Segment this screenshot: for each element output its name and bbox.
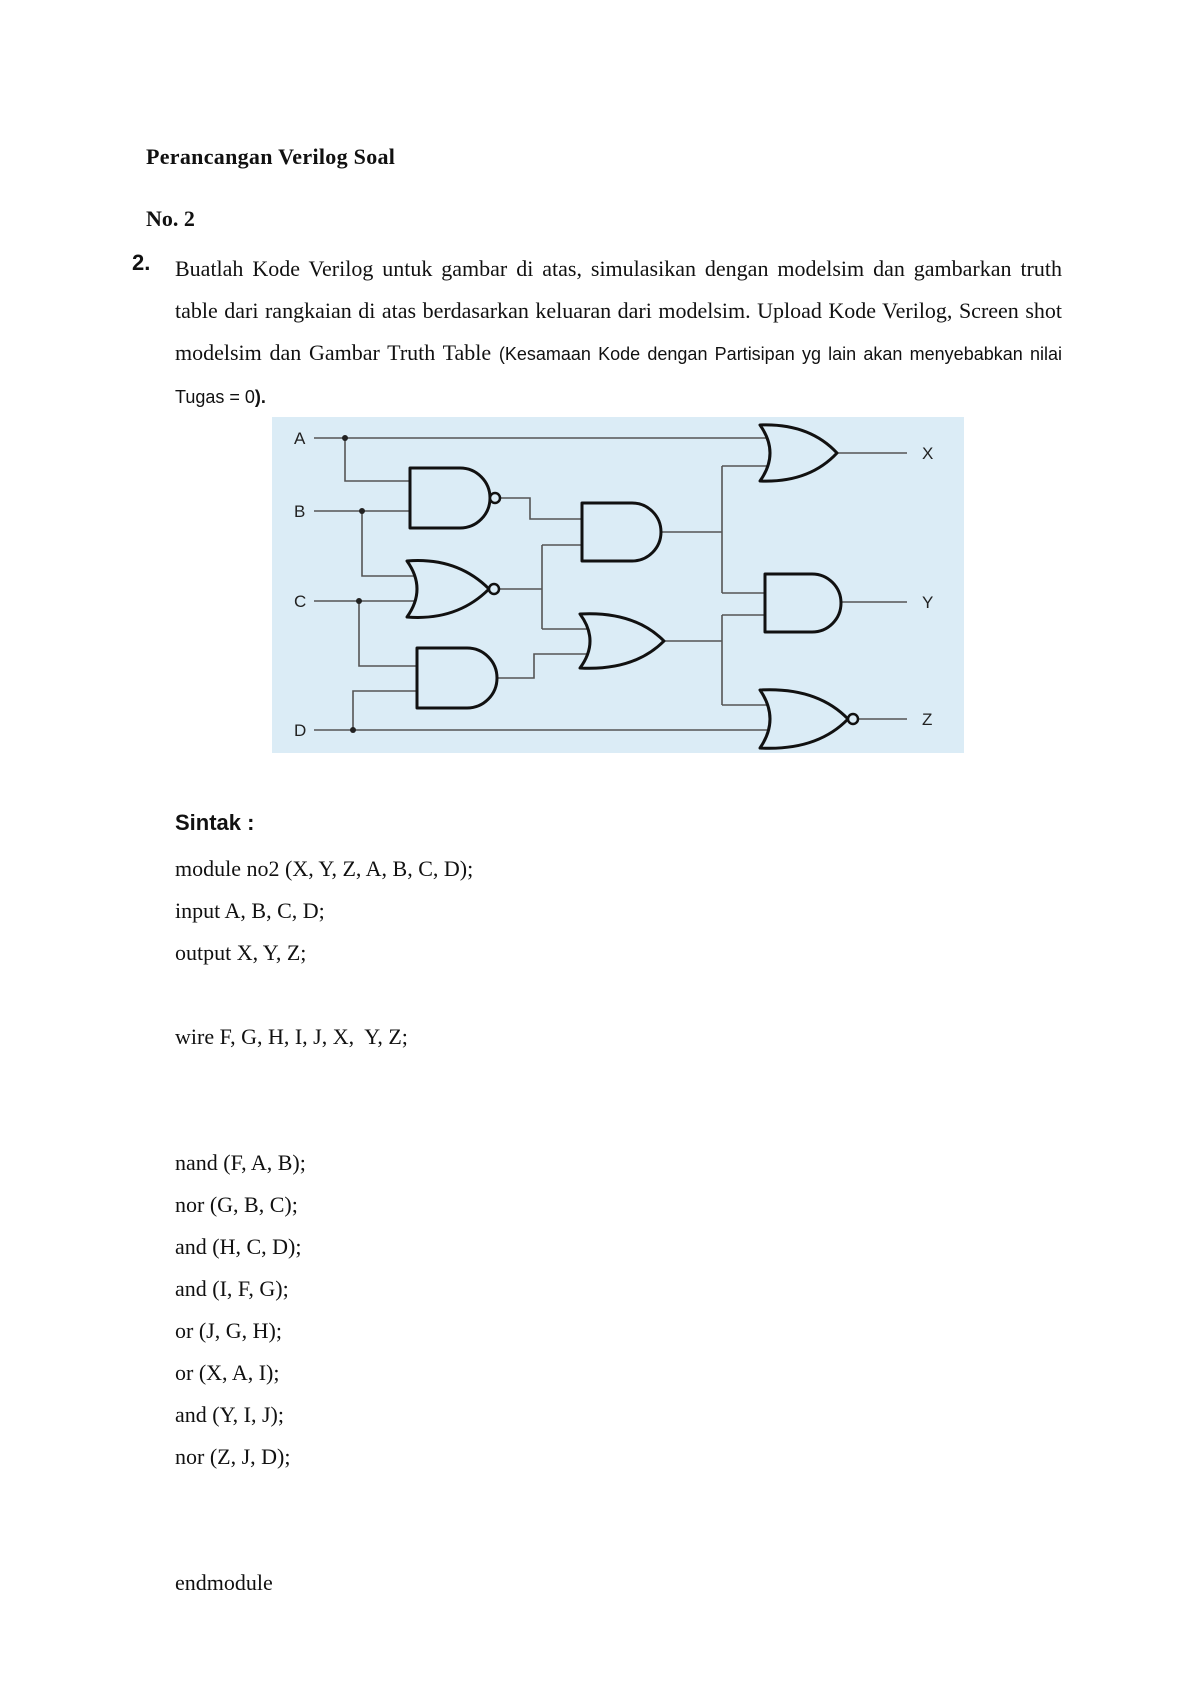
sintak-label: Sintak : [175,810,255,835]
code-line: wire F, G, H, I, J, X, Y, Z; [175,1024,408,1049]
question-number: 2. [132,250,151,275]
code-line: and (H, C, D); [175,1234,302,1259]
question-note-end: ). [254,387,266,407]
code-line: and (I, F, G); [175,1276,289,1301]
code-line [175,1478,473,1520]
code-line: and (Y, I, J); [175,1402,284,1427]
code-line [175,1058,473,1100]
question-paragraph [175,248,1062,418]
verilog-code-block [175,848,473,1604]
output-label-y: Y [922,593,934,612]
input-label-a: A [294,429,306,448]
junction-dot [350,727,356,733]
code-line: or (X, A, I); [175,1360,280,1385]
code-line: input A, B, C, D; [175,898,325,923]
and-gate-i [582,503,661,561]
input-label-b: B [294,502,306,521]
code-line: output X, Y, Z; [175,940,307,965]
document-subtitle: No. 2 [146,206,195,231]
code-line: module no2 (X, Y, Z, A, B, C, D); [175,856,474,881]
and-gate-y [765,574,841,632]
question-text: Buatlah Kode Verilog untuk gambar di atas, simulasikan dengan modelsim dan gambarkan truth table dari rangkaian di atas berdasarkan keluaran dari modelsim. Upload Kode Verilog, Screen shot modelsim dan Gambar Truth Table [175,256,1062,365]
code-line: nand (F, A, B); [175,1150,306,1175]
logic-circuit-diagram [272,417,964,753]
input-label-d: D [294,721,307,740]
code-line [175,1520,473,1562]
output-label-x: X [922,444,934,463]
diagram-background [272,417,964,753]
question-note: (Kesamaan Kode dengan Partisipan yg lain akan menyebabkan nilai Tugas = 0 [175,344,1062,407]
code-line: nor (Z, J, D); [175,1444,291,1469]
junction-dot [356,598,362,604]
code-line: endmodule [175,1570,273,1595]
and-gate-h [417,648,497,708]
code-line [175,1100,473,1142]
junction-dot [359,508,365,514]
junction-dot [342,435,348,441]
code-line: or (J, G, H); [175,1318,282,1343]
code-line: nor (G, B, C); [175,1192,298,1217]
input-label-c: C [294,592,307,611]
code-line [175,974,473,1016]
document-title: Perancangan Verilog Soal [146,144,396,169]
output-label-z: Z [922,710,933,729]
